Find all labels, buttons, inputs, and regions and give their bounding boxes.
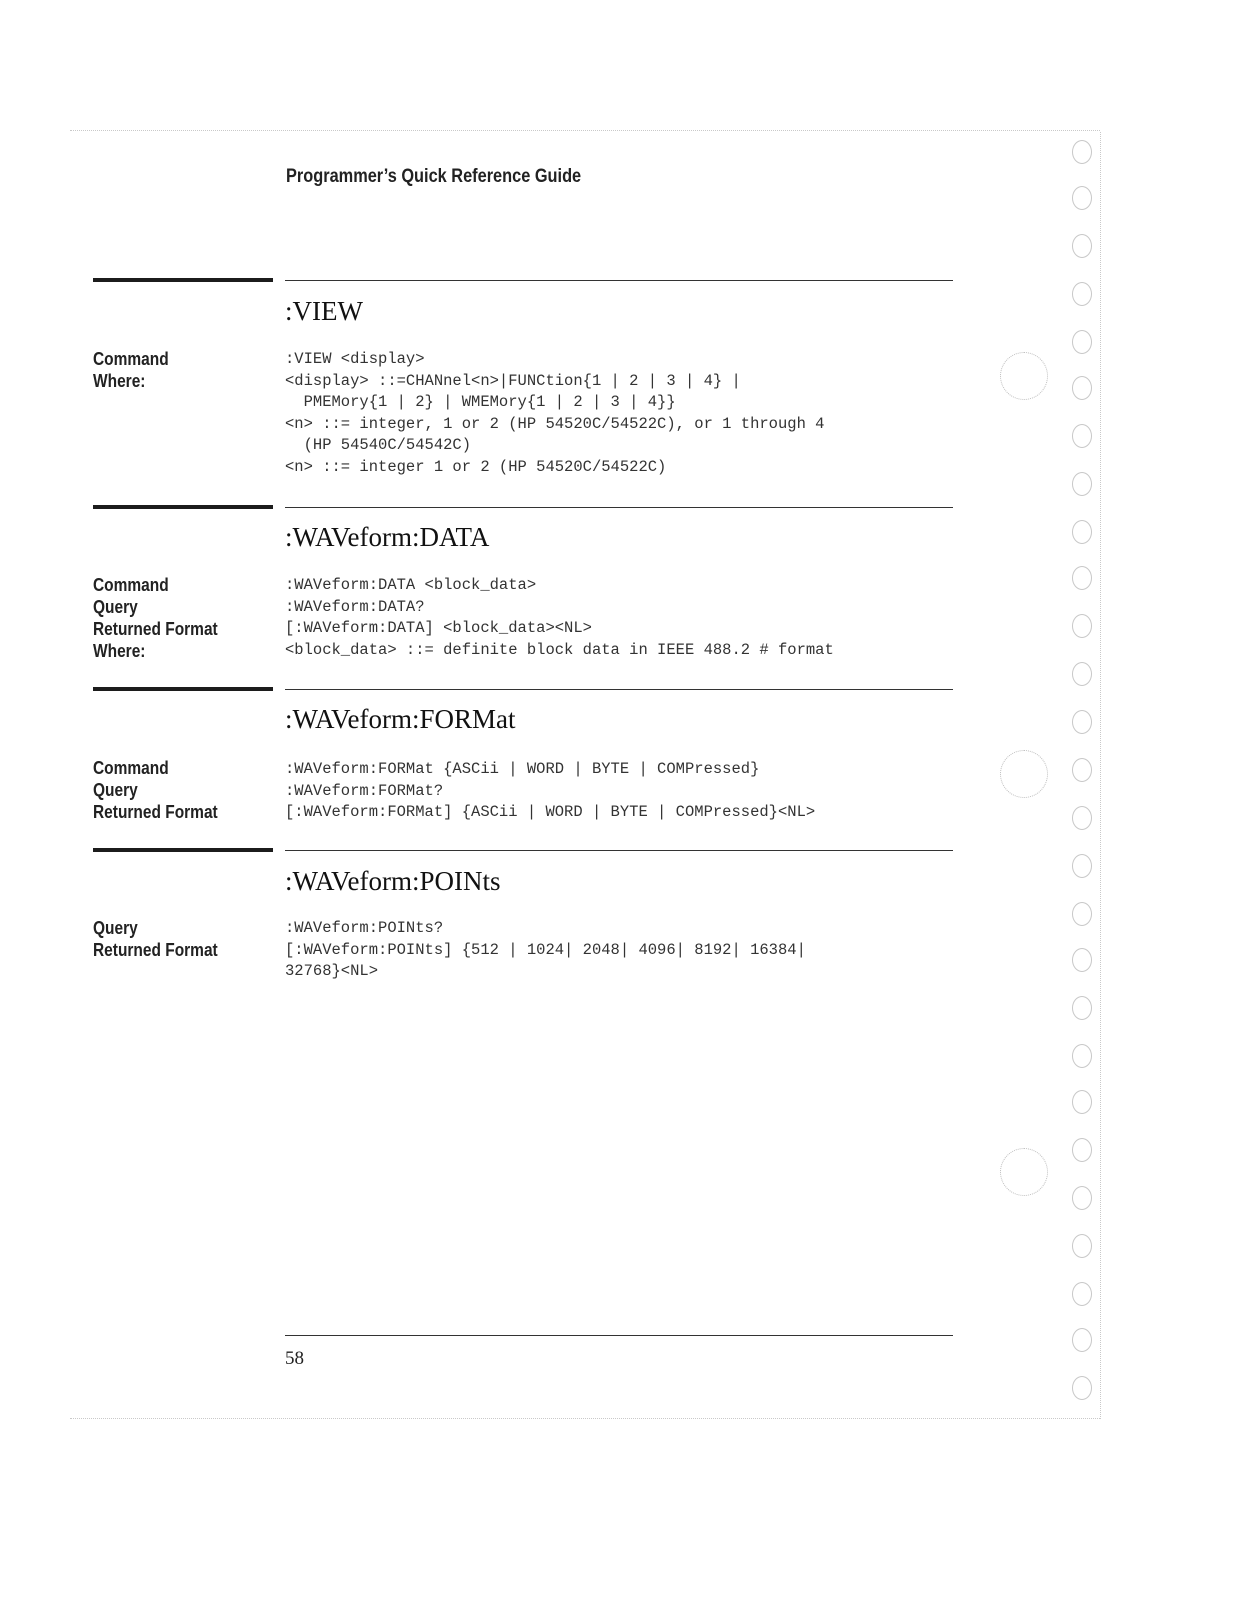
field-label: Command [93,575,169,595]
binder-hole [1072,234,1092,258]
binder-hole [1072,282,1092,306]
section-rule-left [93,278,273,282]
binder-hole [1072,710,1092,734]
binder-hole [1072,566,1092,590]
binder-hole [1072,758,1092,782]
binder-hole [1072,424,1092,448]
syntax-block [285,349,825,478]
binder-hole [1072,1138,1092,1162]
syntax-block [285,918,806,983]
section-rule [285,689,953,690]
field-labels [93,348,181,392]
binder-hole [1072,614,1092,638]
field-label: Command [93,349,169,369]
binder-hole [1072,806,1092,830]
syntax-line: :WAVeform:FORMat? [285,781,444,800]
ring-hole [1000,352,1048,400]
binder-hole [1072,996,1092,1020]
syntax-line: PMEMory{1 | 2} | WMEMory{1 | 2 | 3 | 4}} [285,393,676,411]
field-labels [93,917,238,961]
syntax-line: <display> ::=CHANnel<n>|FUNCtion{1 | 2 | 3 | 4} | [285,371,741,390]
syntax-block [285,575,834,661]
syntax-line: [:WAVeform:FORMat] {ASCii | WORD | BYTE | COMPressed}<NL> [285,803,816,821]
syntax-line: [:WAVeform:DATA] <block_data><NL> [285,619,592,637]
page-number: 58 [285,1348,304,1369]
section-rule-left [93,505,273,509]
binder-hole [1072,1044,1092,1068]
ring-hole [1000,750,1048,798]
syntax-line: :WAVeform:DATA <block_data> [285,576,537,594]
syntax-line: <n> ::= integer 1 or 2 (HP 54520C/54522C) [285,457,667,476]
syntax-line: :WAVeform:FORMat {ASCii | WORD | BYTE | COMPressed} [285,760,760,778]
binder-hole [1072,330,1092,354]
binder-hole [1072,902,1092,926]
syntax-block [285,759,815,824]
section-rule-left [93,687,273,691]
binder-hole [1072,1234,1092,1258]
top-page-edge [70,130,1100,131]
syntax-line: 32768}<NL> [285,962,379,980]
field-label: Where: [93,371,146,391]
syntax-line: :VIEW <display> [285,350,425,368]
section-rule [285,850,953,851]
syntax-line: [:WAVeform:POINts] {512 | 1024| 2048| 4096| 8192| 16384| [285,940,806,959]
section-title: :WAVeform:FORMat [285,704,516,734]
binder-hole [1072,140,1092,164]
footer-rule [285,1335,953,1336]
syntax-line: :WAVeform:DATA? [285,597,425,616]
section-rule [285,507,953,508]
bottom-page-edge [70,1418,1100,1419]
binder-hole [1072,1282,1092,1306]
field-label: Command [93,758,169,778]
field-labels [93,574,238,662]
section-title: :VIEW [285,296,363,326]
syntax-line: <block_data> ::= definite block data in IEEE 488.2 # format [285,640,834,659]
syntax-line: <n> ::= integer, 1 or 2 (HP 54520C/54522C), or 1 through 4 [285,414,825,433]
right-page-edge [1100,132,1101,1419]
field-label: Returned Format [93,802,218,822]
section-title: :WAVeform:DATA [285,522,490,552]
running-head: Programmer’s Quick Reference Guide [286,166,582,187]
binder-hole [1072,376,1092,400]
binder-hole [1072,1328,1092,1352]
field-label: Query [93,597,138,617]
field-label: Returned Format [93,619,218,639]
ring-hole [1000,1148,1048,1196]
field-label: Where: [93,641,146,661]
binder-hole [1072,472,1092,496]
section-rule-left [93,848,273,852]
section-rule [285,280,953,281]
binder-hole [1072,520,1092,544]
binder-hole [1072,1376,1092,1400]
field-label: Returned Format [93,940,218,960]
binder-hole [1072,948,1092,972]
syntax-line: :WAVeform:POINts? [285,919,444,937]
syntax-line: (HP 54540C/54542C) [285,436,472,454]
field-label: Query [93,918,138,938]
binder-hole [1072,186,1092,210]
binder-hole [1072,662,1092,686]
section-title: :WAVeform:POINts [285,866,501,896]
binder-hole [1072,854,1092,878]
binder-hole [1072,1186,1092,1210]
field-label: Query [93,780,138,800]
field-labels [93,757,238,823]
binder-hole [1072,1090,1092,1114]
